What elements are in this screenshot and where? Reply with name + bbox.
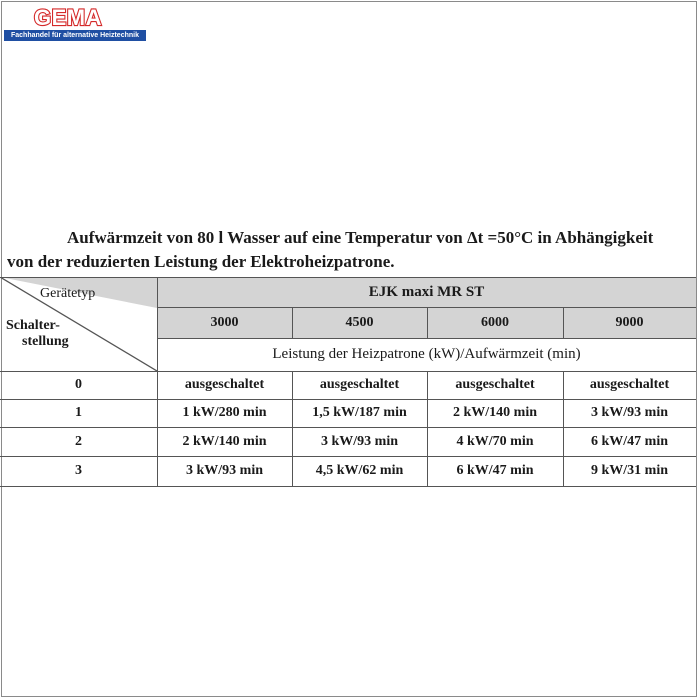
grid-line [292,371,293,486]
corner-label-schalter: Schalter- [6,318,60,333]
grid-line [292,307,293,338]
grid-line [563,307,564,338]
grid-line [157,277,158,486]
table-cell: 1,5 kW/187 min [312,405,407,420]
grid-line [157,338,696,339]
table-cell: 1 kW/280 min [182,405,267,420]
row-0-stellung: 0 [75,377,82,392]
row-1-stellung: 1 [75,405,82,420]
power-time-subheader: Leistung der Heizpatrone (kW)/Aufwärmzeit (min) [272,346,581,362]
table-cell: ausgeschaltet [455,377,535,392]
table-cell: ausgeschaltet [319,377,400,392]
table-cell: 4,5 kW/62 min [315,463,404,478]
grid-line [0,427,696,428]
heading-line-2: von der reduzierten Leistung der Elektroheizpatrone. [7,252,395,271]
gema-logo [4,7,146,39]
logo-tagline: Fachhandel für alternative Heiztechnik [4,30,146,41]
grid-line [563,371,564,486]
heating-time-table [0,277,696,487]
table-cell: 2 kW/140 min [182,433,267,449]
table-cell: ausgeschaltet [589,377,670,392]
grid-line [0,486,696,487]
table-cell: ausgeschaltet [184,377,265,392]
corner-label-stellung: stellung [22,334,69,349]
grid-line [427,307,428,338]
table-cell: 3 kW/93 min [320,433,398,449]
grid-line [427,371,428,486]
device-title: EJK maxi MR ST [368,283,485,300]
table-cell: 6 kW/47 min [456,463,534,478]
table-cell: 4 kW/70 min [456,433,534,449]
grid-line [0,371,696,372]
grid-line [0,456,696,457]
table-cell: 6 kW/47 min [590,433,668,449]
table-cell: 3 kW/93 min [185,463,263,478]
model-header-4500: 4500 [345,315,374,330]
table-heading [7,226,693,274]
grid-line [0,399,696,400]
model-header-3000: 3000 [210,315,239,330]
grid-line [0,277,696,278]
heading-line-1: Aufwärmzeit von 80 l Wasser auf eine Temperatur von Δt =50°C in Abhängigkeit [67,228,654,247]
table-cell: 3 kW/93 min [590,405,668,420]
model-header-6000: 6000 [481,315,509,330]
table-cell: 2 kW/140 min [452,405,537,420]
logo-wordmark: GEMA [34,5,102,30]
corner-label-geraetetyp: Gerätetyp [40,286,96,301]
row-2-stellung: 2 [75,433,82,449]
table-cell: 9 kW/31 min [590,463,668,478]
model-header-9000: 9000 [615,315,644,330]
row-3-stellung: 3 [75,463,82,478]
